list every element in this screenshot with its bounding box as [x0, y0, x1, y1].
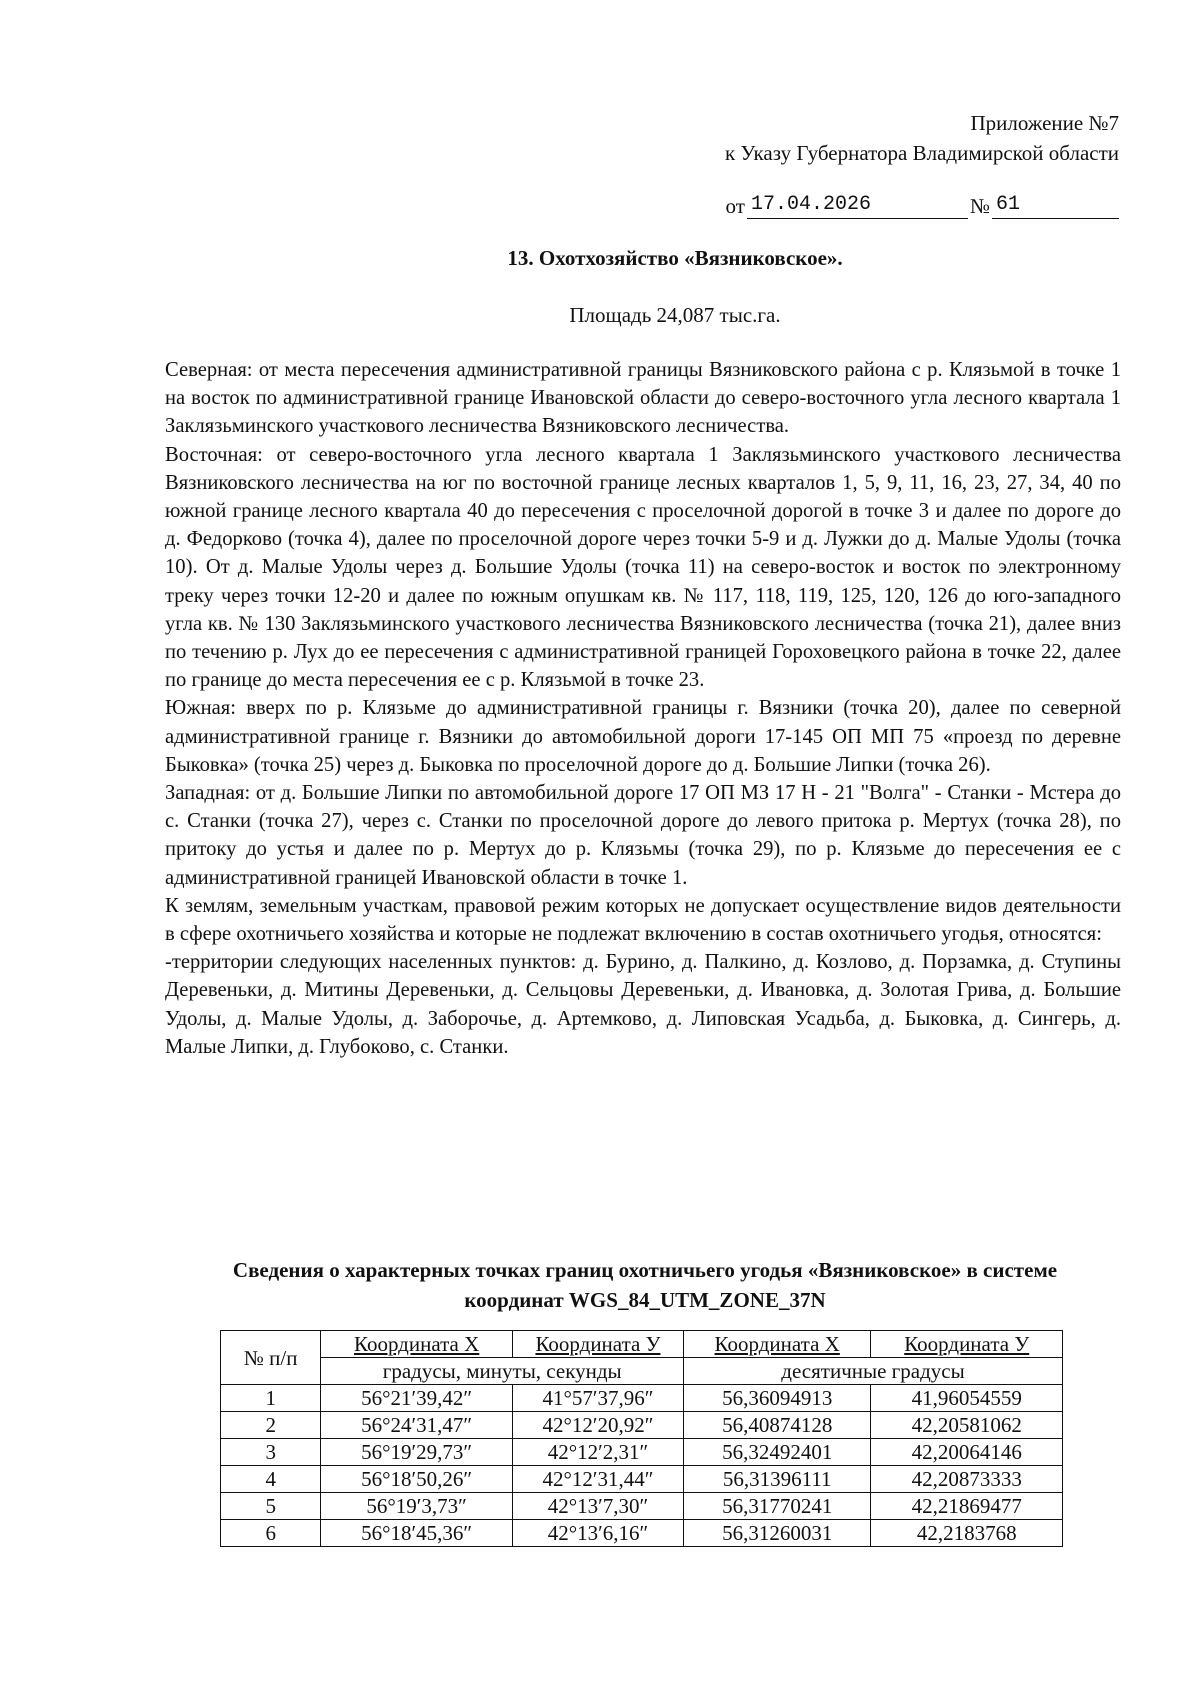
cell-x-dms: 56°18′45,36″: [321, 1520, 513, 1547]
cell-x-decimal: 56,36094913: [683, 1385, 870, 1412]
date-number-line: [724, 192, 1119, 219]
cell-x-decimal: 56,40874128: [683, 1412, 870, 1439]
paragraph-north: Северная: от места пересечения административной границы Вязниковского района с р. Клязьмой в точке 1 на восток по административной границе Ивановской области до северо-восточного угла лесного квартала 1 Заклязьминского участкового лесничества Вязниковского лесничества.: [165, 359, 1121, 438]
appendix-header: [725, 108, 1119, 168]
table-row: [221, 1412, 1063, 1439]
cell-x-dms: 56°18′50,26″: [321, 1466, 513, 1493]
cell-x-decimal: 56,31770241: [683, 1493, 870, 1520]
decree-number: 61: [992, 192, 1119, 219]
cell-x-dms: 56°21′39,42″: [321, 1385, 513, 1412]
cell-x-dms: 56°19′3,73″: [321, 1493, 513, 1520]
cell-number: 2: [221, 1412, 321, 1439]
cell-y-dms: 42°12′20,92″: [512, 1412, 683, 1439]
table-row: [221, 1466, 1063, 1493]
cell-y-dms: 42°13′7,30″: [512, 1493, 683, 1520]
paragraph-south: Южная: вверх по р. Клязьме до административной границы г. Вязники (точка 20), далее по северной административной границе г. Вязники до автомобильной дороги 17-145 ОП МП 75 «проезд по деревне Быковка» (точка 25) через д. Быковка по проселочной дороге до д. Большие Липки (точка 26).: [165, 697, 1121, 776]
paragraph-excluded-lands: К землям, земельным участкам, правовой режим которых не допускает осуществление видов деятельности в сфере охотничьего хозяйства и которые не подлежат включению в состав охотничьего угодья, относятся:: [165, 894, 1121, 946]
header-coordinate-x: Координата X: [321, 1331, 513, 1358]
cell-x-decimal: 56,31396111: [683, 1466, 870, 1493]
appendix-label: Приложение №7: [970, 111, 1119, 135]
decree-date: 17.04.2026: [747, 192, 968, 219]
header-coordinate-y: Координата У: [512, 1331, 683, 1358]
table-row: [221, 1385, 1063, 1412]
cell-x-decimal: 56,31260031: [683, 1520, 870, 1547]
table-title-line-2: координат WGS_84_UTM_ZONE_37N: [464, 1288, 826, 1312]
cell-y-decimal: 41,96054559: [871, 1385, 1063, 1412]
coordinates-table: [220, 1330, 1063, 1547]
cell-y-decimal: 42,20873333: [871, 1466, 1063, 1493]
date-prefix: от: [725, 194, 745, 218]
paragraph-west: Западная: от д. Большие Липки по автомобильной дороге 17 ОП МЗ 17 Н - 21 "Волга" - Станки - Мстера до с. Станки (точка 27), через с. Станки по проселочной дороге до левого притока р. Мертух (точка 28), по притоку до устья и далее по р. Мертух до р. Клязьмы (точка 29), по р. Клязьме до пересечения ее с административной границей Ивановской области в точке 1.: [165, 782, 1121, 889]
cell-number: 6: [221, 1520, 321, 1547]
area-line: Площадь 24,087 тыс.га.: [569, 303, 781, 327]
table-title: [150, 1255, 1140, 1315]
number-prefix: №: [969, 194, 990, 218]
header-coordinate-x-decimal: Координата X: [683, 1331, 870, 1358]
subheader-decimal: десятичные градусы: [683, 1358, 1062, 1385]
cell-number: 5: [221, 1493, 321, 1520]
cell-number: 1: [221, 1385, 321, 1412]
cell-y-decimal: 42,21869477: [871, 1493, 1063, 1520]
header-coordinate-y-decimal: Координата У: [871, 1331, 1063, 1358]
paragraph-east: Восточная: от северо-восточного угла лесного квартала 1 Заклязьминского участкового лесничества Вязниковского лесничества на юг по восточной границе лесных кварталов 1, 5, 9, 11, 16, 23, 27, 34, 40 по южной границе лесного квартала 40 до пересечения с проселочной дорогой в точке 3 и далее по дороге до д. Федорково (точка 4), далее по проселочной дороге через точки 5-9 и д. Лужки до д. Малые Удолы (точка 10). От д. Малые Удолы через д. Большие Удолы (точка 11) на северо-восток и восток по электронному треку через точки 12-20 и далее по южным опушкам кв. № 117, 118, 119, 125, 120, 126 до юго-западного угла кв. № 130 Заклязьминского участкового лесничества Вязниковского лесничества (точка 21), далее вниз по течению р. Лух до ее пересечения с административной границей Гороховецкого района в точке 22, далее по границе до места пересечения ее с р. Клязьмой в точке 23.: [165, 443, 1121, 692]
cell-x-dms: 56°24′31,47″: [321, 1412, 513, 1439]
paragraph-settlements: -территории следующих населенных пунктов: д. Бурино, д. Палкино, д. Козлово, д. Порзамка, д. Ступины Деревеньки, д. Митины Деревеньки, д. Сельцовы Деревеньки, д. Ивановка, д. Золотая Грива, д. Большие Удолы, д. Малые Удолы, д. Заборочье, д. Артемково, д. Липовская Усадьба, д. Быковка, д. Сингерь, д. Малые Липки, д. Глубоково, с. Станки.: [165, 951, 1121, 1058]
cell-y-decimal: 42,20064146: [871, 1439, 1063, 1466]
cell-y-dms: 42°13′6,16″: [512, 1520, 683, 1547]
header-number: № п/п: [221, 1331, 321, 1385]
cell-y-dms: 42°12′2,31″: [512, 1439, 683, 1466]
decree-label: к Указу Губернатора Владимирской области: [725, 141, 1119, 165]
table-title-line-1: Сведения о характерных точках границ охотничьего угодья «Вязниковское» в системе: [232, 1258, 1058, 1282]
cell-y-dms: 41°57′37,96″: [512, 1385, 683, 1412]
cell-y-decimal: 42,2183768: [871, 1520, 1063, 1547]
cell-y-dms: 42°12′31,44″: [512, 1466, 683, 1493]
cell-x-decimal: 56,32492401: [683, 1439, 870, 1466]
table-row: [221, 1439, 1063, 1466]
boundary-description: [165, 356, 1121, 1061]
cell-number: 3: [221, 1439, 321, 1466]
cell-y-decimal: 42,20581062: [871, 1412, 1063, 1439]
document-title: 13. Охотхозяйство «Вязниковское».: [507, 246, 843, 270]
cell-number: 4: [221, 1466, 321, 1493]
subheader-dms: градусы, минуты, секунды: [321, 1358, 684, 1385]
table-header-row: [221, 1331, 1063, 1358]
table-row: [221, 1493, 1063, 1520]
table-row: [221, 1520, 1063, 1547]
cell-x-dms: 56°19′29,73″: [321, 1439, 513, 1466]
table-subheader-row: [221, 1358, 1063, 1385]
